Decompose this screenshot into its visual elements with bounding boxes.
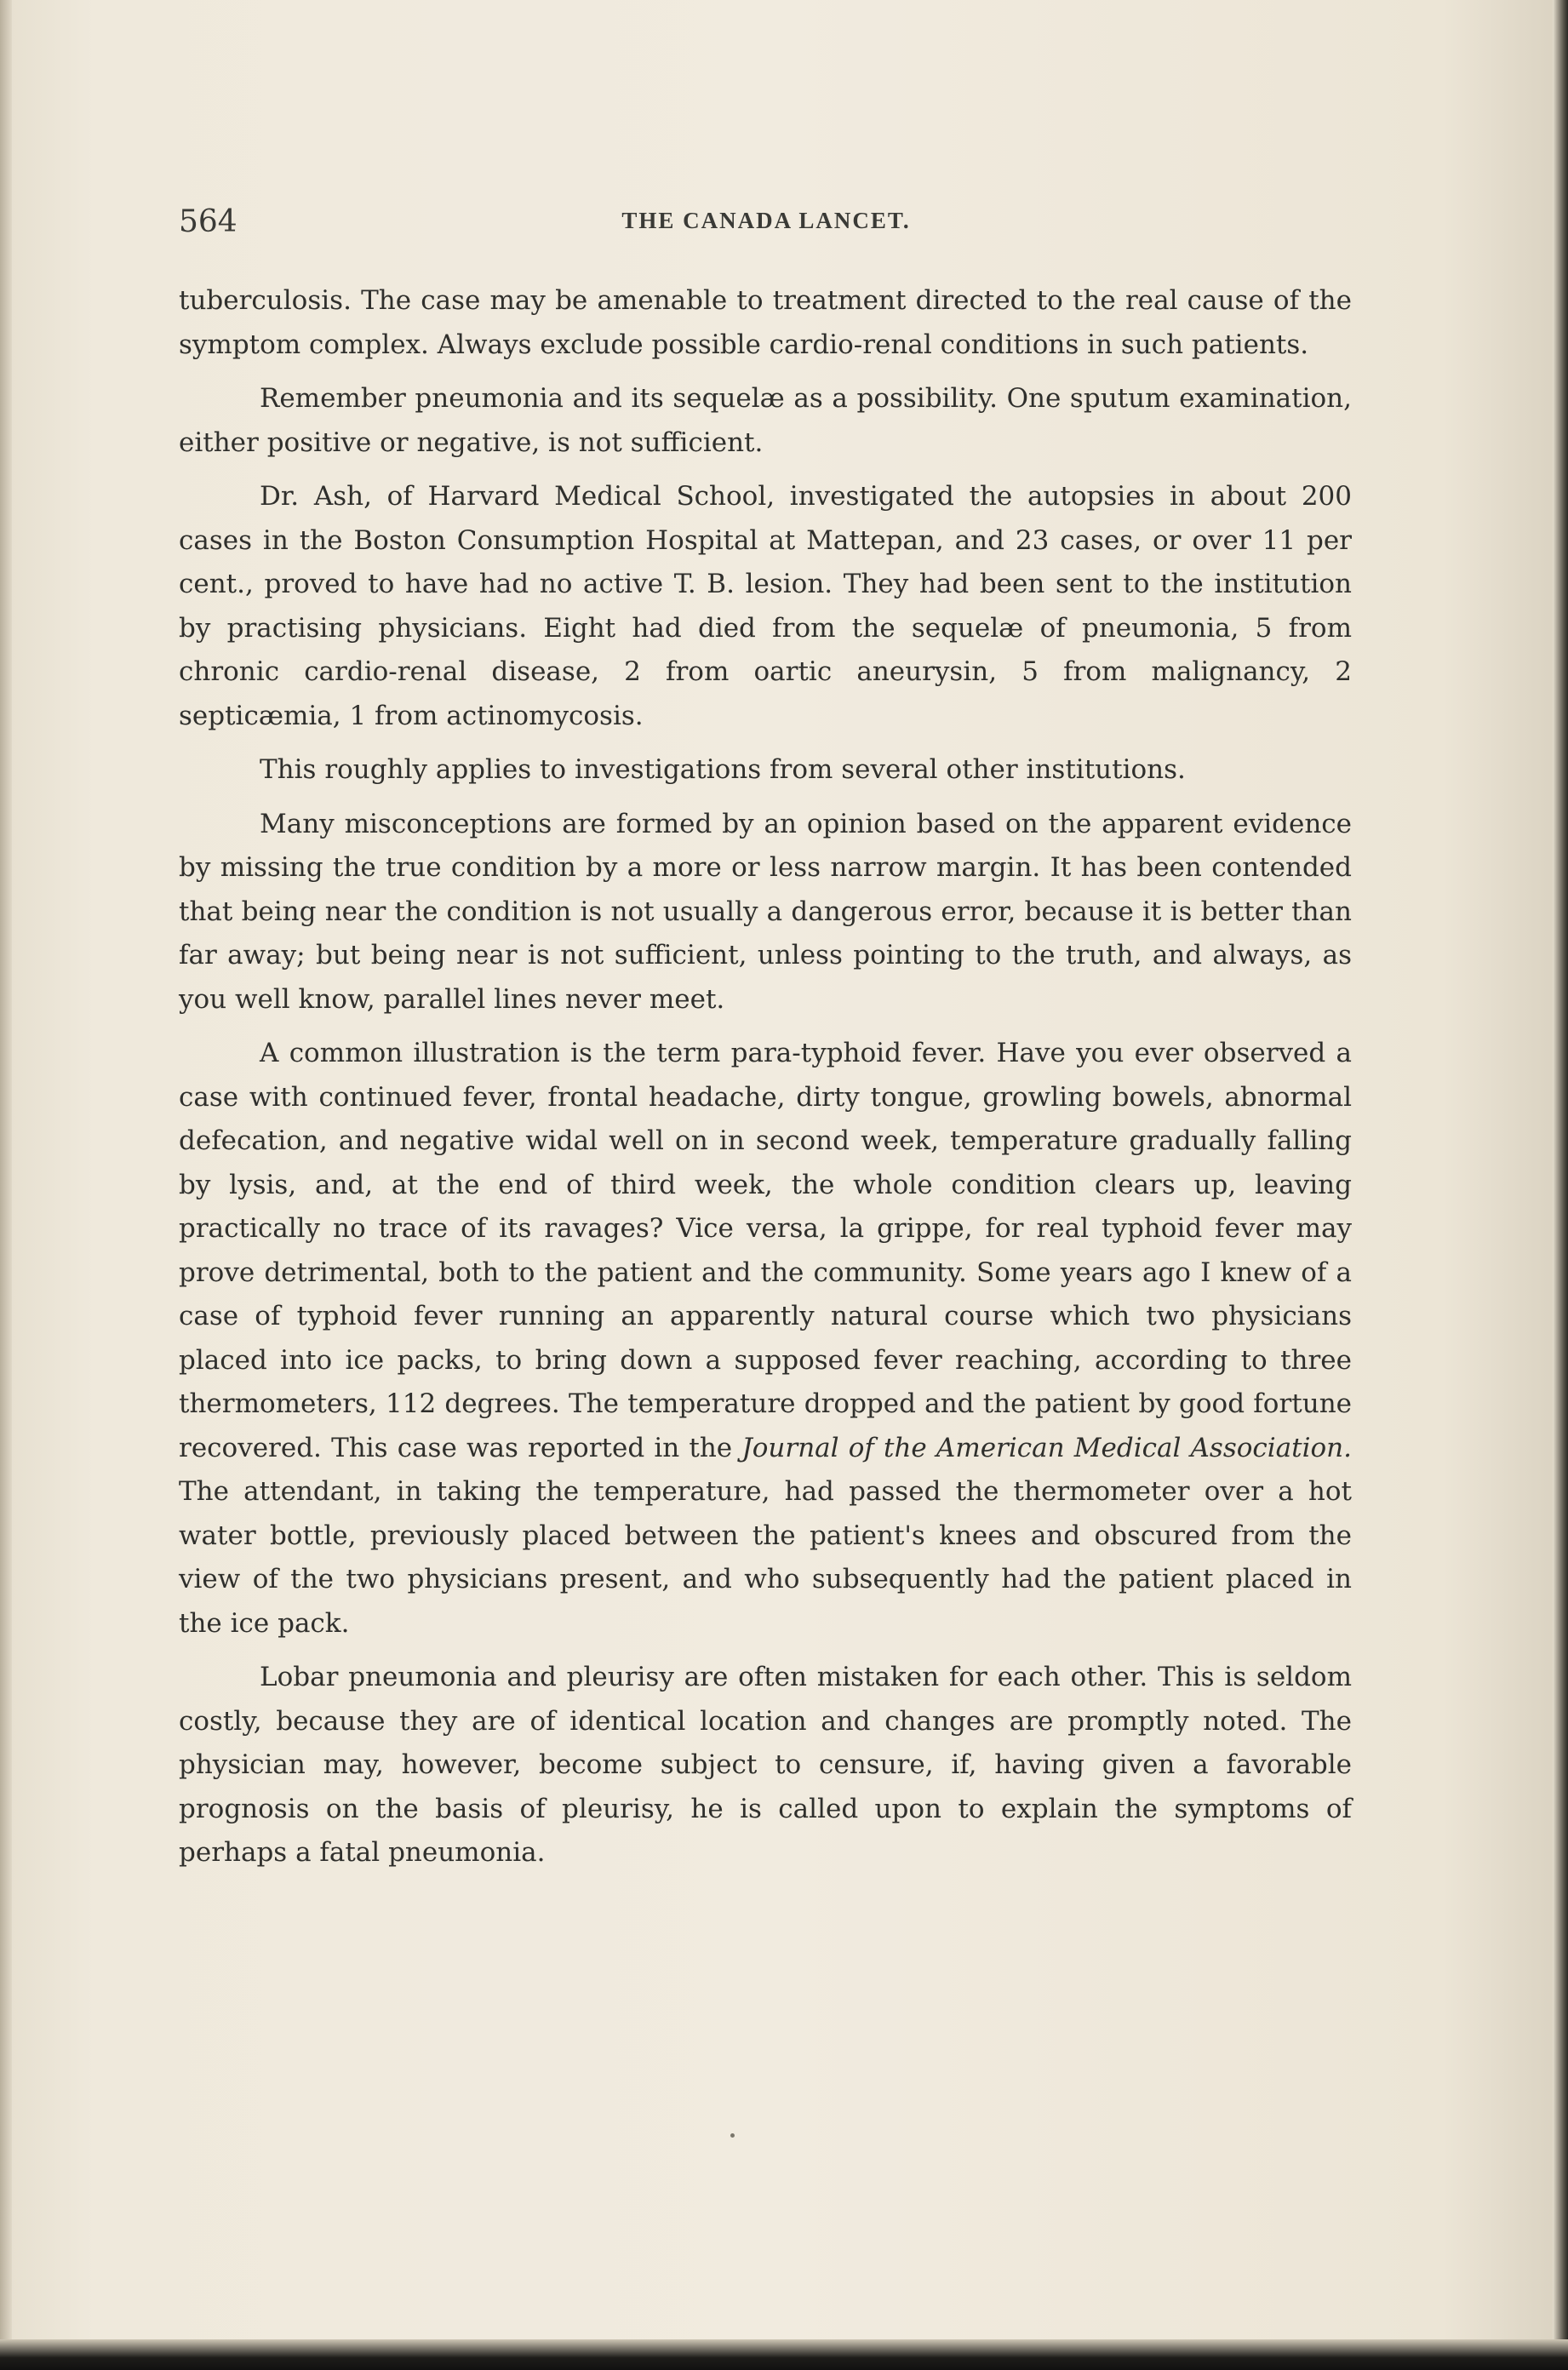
page-right-edge [1553, 0, 1568, 2370]
page-number: 564 [179, 204, 237, 239]
paragraph-6 [179, 1032, 1352, 1646]
paragraph-2: Remember pneumonia and its sequelæ as a possibility. One sputum examination, either positive or negative, is not sufficient. [179, 383, 1352, 458]
page-left-edge [0, 0, 12, 2370]
ink-speck [730, 2133, 735, 2138]
paragraph-7: Lobar pneumonia and pleurisy are often mistaken for each other. This is seldom costly, because they are of identical location and changes are promptly noted. The physician may, however, become subject to censure, if, having given a favorable prognosis on the basis of pleurisy, he is called upon to explain the symptoms of perhaps a fatal pneumonia. [179, 1662, 1352, 1868]
paragraph-4: This roughly applies to investigations from several other institutions. [260, 754, 1186, 785]
article-body [179, 279, 1352, 1886]
running-head: THE CANADA LANCET. [621, 208, 911, 233]
journal-title: Journal of the American Medical Association. [741, 1432, 1353, 1463]
page-bottom-edge [0, 2339, 1568, 2370]
paragraph-6-part-b: The attendant, in taking the temperature, had passed the thermometer over a hot water bottle, previously placed between the patient's knees and obscured from the view of the two physicians present, and who subsequently had the patient placed in the ice pack. [179, 1476, 1352, 1639]
paragraph-3: Dr. Ash, of Harvard Medical School, investigated the autopsies in about 200 cases in the Boston Consumption Hospital at Mattepan, and 23 cases, or over 11 per cent., proved to have had no active T. B. lesion. They had been sent to the institution by practising physicians. Eight had died from the sequelæ of pneumonia, 5 from chronic cardio-renal disease, 2 from oartic aneurysin, 5 from malignancy, 2 septicæmia, 1 from actinomycosis. [179, 481, 1352, 731]
paragraph-6-part-a: A common illustration is the term para-typhoid fever. Have you ever observed a case with continued fever, frontal headache, dirty tongue, growling bowels, abnormal defecation, and negative widal well on in second week, temperature gradually falling by lysis, and, at the end of third week, the whole condition clears up, leaving practically no trace of its ravages? Vice versa, la grippe, for real typhoid fever may prove detrimental, both to the patient and the community. Some years ago I knew of a case of typhoid fever running an apparently natural course which two physicians placed into ice packs, to bring down a supposed fever reaching, according to three thermometers, 112 degrees. The temperature dropped and the patient by good fortune recovered. This case was reported in the [179, 1038, 1352, 1463]
page-header [179, 204, 1353, 255]
paragraph-1: tuberculosis. The case may be amenable to treatment directed to the real cause of the symptom complex. Always exclude possible cardio-renal conditions in such patients. [179, 285, 1352, 360]
paragraph-5: Many misconceptions are formed by an opinion based on the apparent evidence by missing the true condition by a more or less narrow margin. It has been contended that being near the condition is not usually a dangerous error, because it is better than far away; but being near is not sufficient, unless pointing to the truth, and always, as you well know, parallel lines never meet. [179, 808, 1352, 1015]
